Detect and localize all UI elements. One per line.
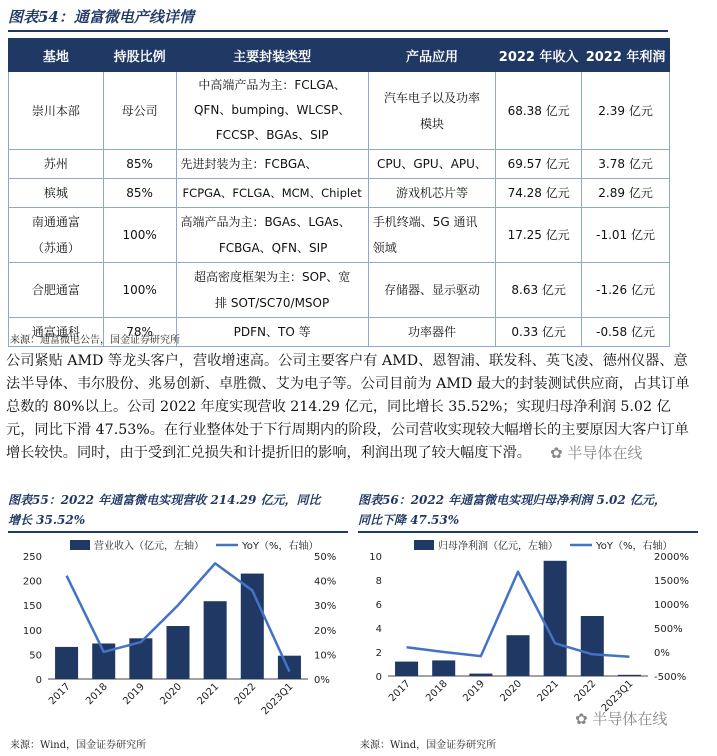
bar	[395, 662, 418, 676]
cell-base: 崇川本部	[9, 72, 104, 150]
cell-base	[9, 208, 104, 263]
table-row	[9, 150, 670, 179]
cell-package: PDFN、TO 等	[176, 318, 368, 347]
header-revenue: 2022 年收入	[496, 39, 582, 72]
left-axis-tick-label: 8	[375, 576, 382, 587]
cell-profit: 2.89 亿元	[582, 179, 670, 208]
cell-base: 合肥通富	[9, 263, 104, 318]
right-axis-tick-label: 0%	[654, 648, 670, 659]
x-axis-tick-label: 2021	[535, 678, 562, 705]
cell-application: CPU、GPU、APU、	[368, 150, 495, 179]
title-line: 图表55：2022 年通富微电实现营收 214.29 亿元，同比	[8, 493, 321, 507]
cell-base: 通富通科	[9, 318, 104, 347]
watermark-text: 半导体在线	[567, 444, 643, 462]
watermark-bottom	[575, 708, 667, 729]
cell-share: 母公司	[103, 72, 176, 150]
table-row	[9, 72, 670, 150]
cell-revenue: 69.57 亿元	[496, 150, 582, 179]
header-base: 基地	[9, 39, 104, 72]
legend-line-label: YoY（%，右轴）	[242, 541, 319, 552]
left-axis-tick-label: 50	[29, 650, 42, 662]
figure56-title	[358, 490, 698, 530]
bar	[618, 675, 641, 676]
bar	[581, 616, 604, 676]
cell-share: 78%	[103, 318, 176, 347]
bar	[166, 626, 189, 679]
cell-package	[176, 208, 368, 263]
cell-application	[368, 208, 495, 263]
right-axis-tick-label: 30%	[314, 601, 337, 613]
cell-revenue: 74.28 亿元	[496, 179, 582, 208]
cell-line: 领域	[372, 241, 397, 255]
figure54-source: 来源：通富微电公告，国金证券研究所	[10, 335, 180, 346]
cell-line: 汽车电子以及功率	[383, 90, 480, 105]
cell-share: 100%	[103, 263, 176, 318]
bar	[506, 635, 529, 676]
legend-bar-label: 营业收入（亿元，左轴）	[94, 541, 204, 552]
left-axis-tick-label: 6	[375, 600, 382, 611]
right-axis-tick-label: 1000%	[654, 600, 689, 611]
figure56-title-rule	[358, 531, 698, 533]
table-row	[9, 263, 670, 318]
left-axis-tick-label: 4	[375, 624, 382, 635]
cell-package: FCPGA、FCLGA、MCM、Chiplet	[176, 179, 368, 208]
wechat-icon: ✿	[575, 710, 588, 728]
cell-package: 先进封装为主：FCBGA、	[176, 150, 368, 179]
x-axis-tick-label: 2017	[46, 681, 73, 708]
cell-revenue: 8.63 亿元	[496, 263, 582, 318]
right-axis-tick-label: 40%	[314, 576, 337, 588]
cell-profit: -0.58 亿元	[582, 318, 670, 347]
bar	[544, 561, 567, 676]
production-lines-table	[8, 38, 670, 347]
x-axis-tick-label: 2023Q1	[599, 678, 636, 715]
bar	[55, 647, 78, 679]
cell-package	[176, 263, 368, 318]
table-row	[9, 179, 670, 208]
cell-base: 苏州	[9, 150, 104, 179]
cell-line: （苏通）	[31, 241, 80, 255]
right-axis-tick-label: 2000%	[654, 552, 689, 563]
left-axis-tick-label: 10	[369, 552, 382, 563]
cell-share: 85%	[103, 150, 176, 179]
x-axis-tick-label: 2018	[84, 681, 110, 708]
legend-bar-swatch	[70, 540, 90, 550]
right-axis-tick-label: 10%	[314, 650, 337, 662]
x-axis-tick-label: 2021	[195, 681, 222, 708]
paragraph-lead: 公司紧贴 AMD 等龙头客户，营收增速高。	[6, 353, 279, 369]
title-line: 同比下降 47.53%	[358, 513, 460, 527]
cell-line: FCCSP、BGAs、SIP	[215, 128, 329, 142]
x-axis-tick-label: 2017	[386, 678, 413, 705]
figure54-title-rule	[8, 30, 668, 32]
cell-application: 存储器、显示驱动	[368, 263, 495, 318]
left-axis-tick-label: 2	[375, 648, 382, 659]
figure55-title-rule	[8, 531, 348, 533]
wechat-icon: ✿	[550, 444, 563, 462]
table-row	[9, 208, 670, 263]
cell-package	[176, 72, 368, 150]
bar	[278, 656, 301, 679]
cell-line: 手机终端、5G 通讯	[372, 215, 478, 229]
cell-profit: 2.39 亿元	[582, 72, 670, 150]
revenue-chart	[8, 534, 353, 734]
cell-profit: -1.26 亿元	[582, 263, 670, 318]
cell-base: 槟城	[9, 179, 104, 208]
cell-line: 超高密度框架为主：SOP、宽	[193, 270, 351, 284]
watermark-text: 半导体在线	[592, 710, 668, 728]
x-axis-tick-label: 2022	[572, 678, 599, 705]
x-axis-tick-label: 2019	[121, 681, 147, 708]
title-line: 增长 35.52%	[8, 513, 86, 527]
left-axis-tick-label: 0	[375, 672, 382, 683]
bar	[469, 674, 492, 676]
cell-line: QFN、bumping、WLCSP、	[194, 103, 351, 117]
cell-application	[368, 72, 495, 150]
left-axis-tick-label: 0	[35, 675, 42, 686]
legend-line-label: YoY（%，右轴）	[596, 541, 673, 552]
cell-line: 排 SOT/SC70/MSOP	[215, 296, 330, 310]
header-application: 产品应用	[368, 39, 495, 72]
cell-line: FCBGA、QFN、SIP	[218, 241, 328, 255]
x-axis-tick-label: 2022	[232, 681, 259, 708]
figure56-source: 来源：Wind，国金证券研究所	[360, 740, 497, 751]
figure55-title	[8, 490, 348, 530]
x-axis-tick-label: 2020	[498, 678, 525, 705]
right-axis-tick-label: 0%	[314, 675, 330, 686]
right-axis-tick-label: 50%	[314, 552, 337, 563]
left-axis-tick-label: 200	[22, 576, 42, 588]
header-profit: 2022 年利润	[582, 39, 670, 72]
figure55-source: 来源：Wind，国金证券研究所	[10, 740, 147, 751]
right-axis-tick-label: 500%	[654, 624, 683, 635]
cell-revenue: 0.33 亿元	[496, 318, 582, 347]
bar	[204, 601, 227, 679]
x-axis-tick-label: 2018	[424, 678, 450, 705]
cell-line: 中高端产品为主：FCLGA、	[198, 78, 346, 92]
cell-application: 游戏机芯片等	[368, 179, 495, 208]
cell-revenue: 17.25 亿元	[496, 208, 582, 263]
cell-profit: -1.01 亿元	[582, 208, 670, 263]
right-axis-tick-label: -500%	[654, 672, 687, 683]
header-share: 持股比例	[103, 39, 176, 72]
left-axis-tick-label: 250	[22, 552, 42, 563]
header-package: 主要封装类型	[176, 39, 368, 72]
figure54-title: 图表54：通富微电产线详情	[8, 8, 194, 26]
x-axis-tick-label: 2019	[461, 678, 487, 705]
cell-revenue: 68.38 亿元	[496, 72, 582, 150]
left-axis-tick-label: 100	[22, 625, 42, 637]
paragraph-body: 公司主要客户有 AMD、恩智浦、联发科、英飞凌、德州仪器、意法半导体、韦尔股份、兆易创新、卓胜微、艾为电子等。公司目前为 AMD 最大的封装测试供应商，占其订单总数的 80%以上。公司 2022 年度实现营收 214.29 亿元，同比增长 35.52%；实现归母净利润 5.02 亿元，同比下滑 47.53%。在行业整体处于下行周期内的阶段，公司营收实现较大幅增长的主要原因大客户订单增长较快。同时，由于受到汇兑损失和计提折旧的影响，利润出现了较大幅度下滑。	[6, 353, 690, 461]
cell-application: 功率器件	[368, 318, 495, 347]
cell-profit: 3.78 亿元	[582, 150, 670, 179]
x-axis-tick-label: 2023Q1	[259, 681, 296, 718]
table-header-row	[9, 39, 670, 72]
x-axis-tick-label: 2020	[158, 681, 185, 708]
right-axis-tick-label: 20%	[314, 625, 337, 637]
legend-bar-swatch	[414, 540, 434, 550]
watermark-top	[550, 442, 642, 463]
cell-line: 高端产品为主：BGAs、LGAs、	[180, 215, 351, 229]
net-profit-chart	[358, 534, 708, 734]
cell-line: 模块	[419, 116, 444, 131]
cell-line: 南通通富	[31, 215, 80, 229]
title-line: 图表56：2022 年通富微电实现归母净利润 5.02 亿元，	[358, 493, 666, 507]
legend-bar-label: 归母净利润（亿元，左轴）	[438, 541, 558, 552]
cell-share: 85%	[103, 179, 176, 208]
right-axis-tick-label: 1500%	[654, 576, 689, 587]
bar	[432, 660, 455, 676]
left-axis-tick-label: 150	[22, 601, 42, 613]
cell-share: 100%	[103, 208, 176, 263]
